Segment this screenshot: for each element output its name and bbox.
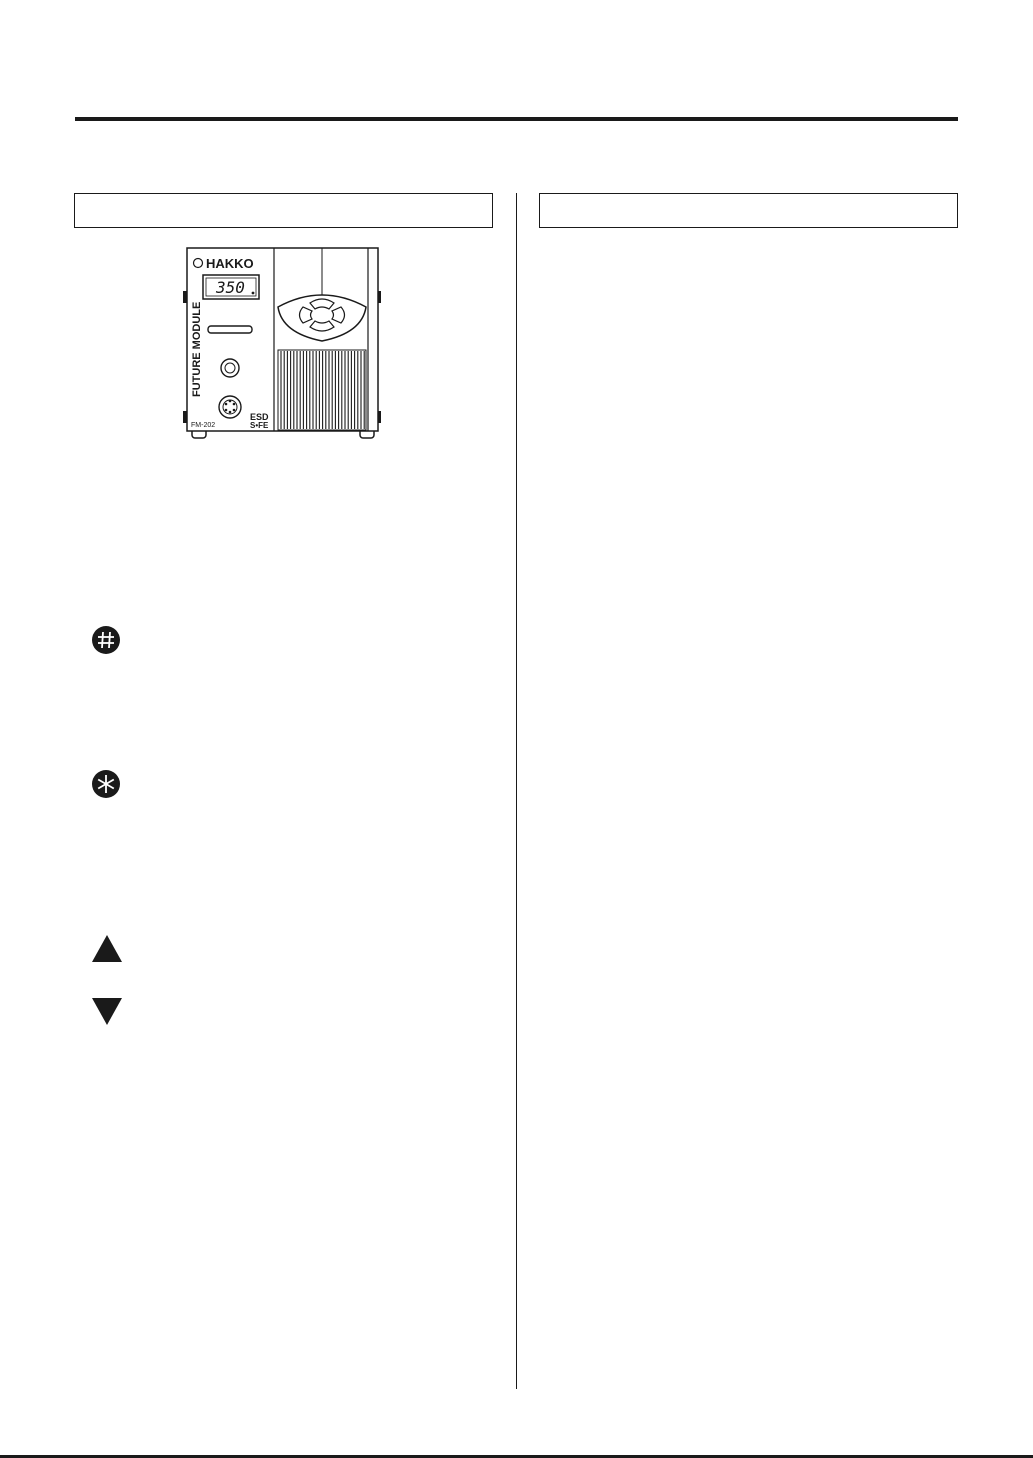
esd-label: ESD — [250, 412, 269, 422]
down-arrow-icon — [90, 996, 124, 1026]
top-rule — [75, 117, 958, 121]
brand-logo: HAKKO — [206, 256, 254, 271]
temperature-readout: 350 — [216, 278, 245, 297]
panel-button-up — [310, 299, 334, 309]
up-arrow-icon — [90, 934, 124, 964]
hash-button-icon — [90, 624, 122, 656]
section-header-right — [539, 193, 958, 228]
asterisk-button-icon — [90, 768, 122, 800]
soldering-station-illustration — [182, 245, 382, 445]
section-header-left — [74, 193, 493, 228]
panel-button-down — [310, 321, 334, 331]
future-module-label: FUTURE MODULE — [191, 301, 203, 397]
column-divider — [516, 193, 517, 1389]
safe-label: S•FE — [250, 421, 269, 430]
model-label: FM-202 — [191, 422, 216, 429]
